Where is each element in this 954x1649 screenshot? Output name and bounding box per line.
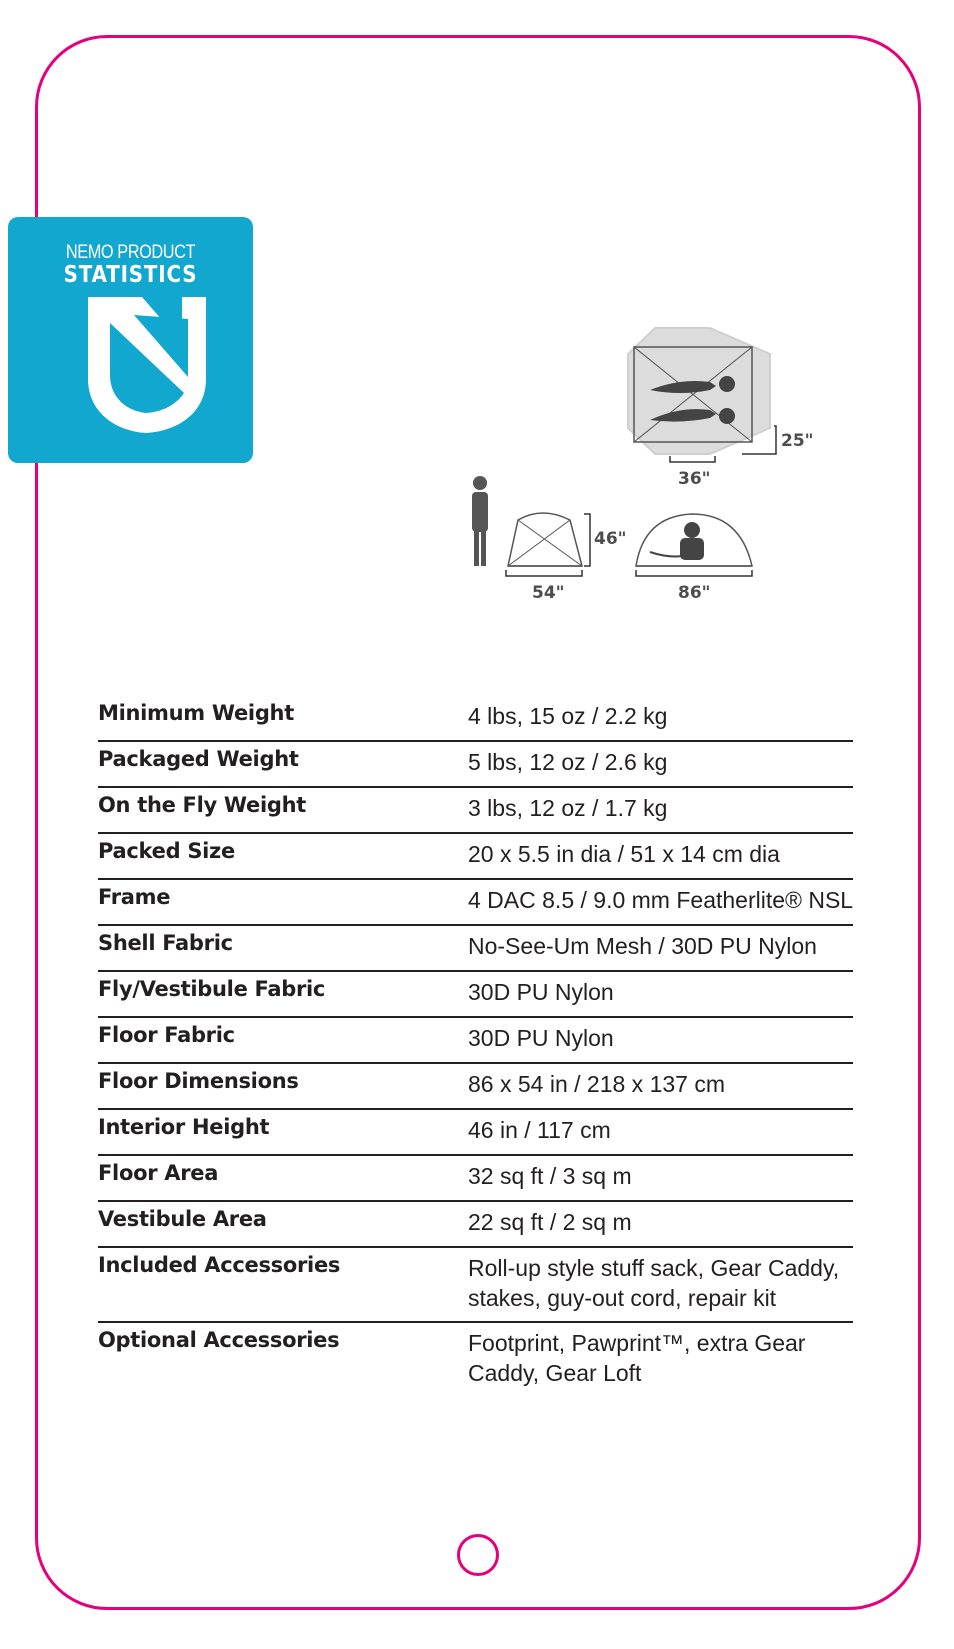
badge-line1: NEMO PRODUCT: [65, 242, 196, 263]
spec-value: [468, 701, 667, 731]
spec-label: Fly/Vestibule Fabric: [98, 977, 326, 1001]
spec-value: [468, 1328, 805, 1388]
dim-top-width: 36": [678, 469, 711, 489]
dim-top-height: 25": [781, 431, 814, 451]
spec-value-line: 30D PU Nylon: [468, 979, 614, 1005]
spec-value-line: 30D PU Nylon: [468, 1025, 614, 1051]
spec-row: [98, 1018, 853, 1064]
spec-label: Vestibule Area: [98, 1207, 267, 1231]
spec-row: [98, 696, 853, 742]
tent-side-view-icon: [508, 513, 582, 566]
spec-label: Frame: [98, 885, 171, 909]
spec-value-line: Footprint, Pawprint™, extra Gear: [468, 1330, 806, 1356]
spec-label: Floor Fabric: [98, 1023, 235, 1047]
spec-value: [468, 747, 667, 777]
spec-value-line: 4 lbs, 15 oz / 2.2 kg: [468, 703, 668, 729]
spec-label: Floor Dimensions: [98, 1069, 299, 1093]
spec-row: [98, 788, 853, 834]
spec-row: [98, 972, 853, 1018]
badge-line2: STATISTICS: [63, 262, 198, 288]
spec-row: [98, 742, 853, 788]
tent-length-view-icon: [636, 514, 752, 566]
spec-row: [98, 1064, 853, 1110]
tent-dimensions-diagram: [470, 320, 850, 630]
home-button[interactable]: [457, 1534, 499, 1576]
spec-label: Optional Accessories: [98, 1328, 340, 1352]
spec-value: [468, 977, 614, 1007]
spec-row: [98, 1323, 853, 1403]
spec-label: Interior Height: [98, 1115, 270, 1139]
spec-row: [98, 1156, 853, 1202]
spec-value-line: Roll-up style stuff sack, Gear Caddy,: [468, 1255, 840, 1281]
spec-value: [468, 793, 667, 823]
spec-value-line: 46 in / 117 cm: [468, 1117, 611, 1143]
nemo-statistics-badge: [8, 217, 253, 463]
spec-value-line: 32 sq ft / 3 sq m: [468, 1163, 632, 1189]
spec-label: Floor Area: [98, 1161, 219, 1185]
spec-row: [98, 1202, 853, 1248]
spec-value: [468, 1253, 839, 1313]
spec-row: [98, 926, 853, 972]
dim-length: 86": [678, 583, 711, 603]
nemo-logo-icon: [84, 293, 210, 435]
tent-top-view-icon: [628, 328, 770, 454]
spec-label: Included Accessories: [98, 1253, 341, 1277]
dim-side-width: 54": [532, 583, 565, 603]
spec-label: Packaged Weight: [98, 747, 299, 771]
spec-value-line: 20 x 5.5 in dia / 51 x 14 cm dia: [468, 841, 780, 867]
spec-row: [98, 1248, 853, 1323]
spec-value-line: No-See-Um Mesh / 30D PU Nylon: [468, 933, 817, 959]
spec-label: Shell Fabric: [98, 931, 233, 955]
spec-row: [98, 834, 853, 880]
spec-value: [468, 1115, 611, 1145]
dim-side-height: 46": [594, 529, 627, 549]
spec-value-line: Caddy, Gear Loft: [468, 1360, 642, 1386]
spec-label: Minimum Weight: [98, 701, 294, 725]
spec-value-line: stakes, guy-out cord, repair kit: [468, 1285, 777, 1311]
spec-row: [98, 1110, 853, 1156]
spec-label: Packed Size: [98, 839, 235, 863]
spec-value: [468, 1023, 614, 1053]
spec-table: [98, 696, 853, 1403]
spec-value-line: 86 x 54 in / 218 x 137 cm: [468, 1071, 725, 1097]
spec-value-line: 5 lbs, 12 oz / 2.6 kg: [468, 749, 668, 775]
spec-value: [468, 1161, 632, 1191]
spec-value-line: 3 lbs, 12 oz / 1.7 kg: [468, 795, 668, 821]
spec-value-line: 22 sq ft / 2 sq m: [468, 1209, 632, 1235]
spec-value: [468, 885, 853, 915]
spec-value: [468, 1207, 632, 1237]
spec-label: On the Fly Weight: [98, 793, 306, 817]
spec-value-line: 4 DAC 8.5 / 9.0 mm Featherlite® NSL: [468, 887, 854, 913]
spec-value: [468, 931, 817, 961]
person-silhouette-icon: [472, 476, 488, 566]
spec-row: [98, 880, 853, 926]
spec-value: [468, 839, 780, 869]
spec-value: [468, 1069, 725, 1099]
